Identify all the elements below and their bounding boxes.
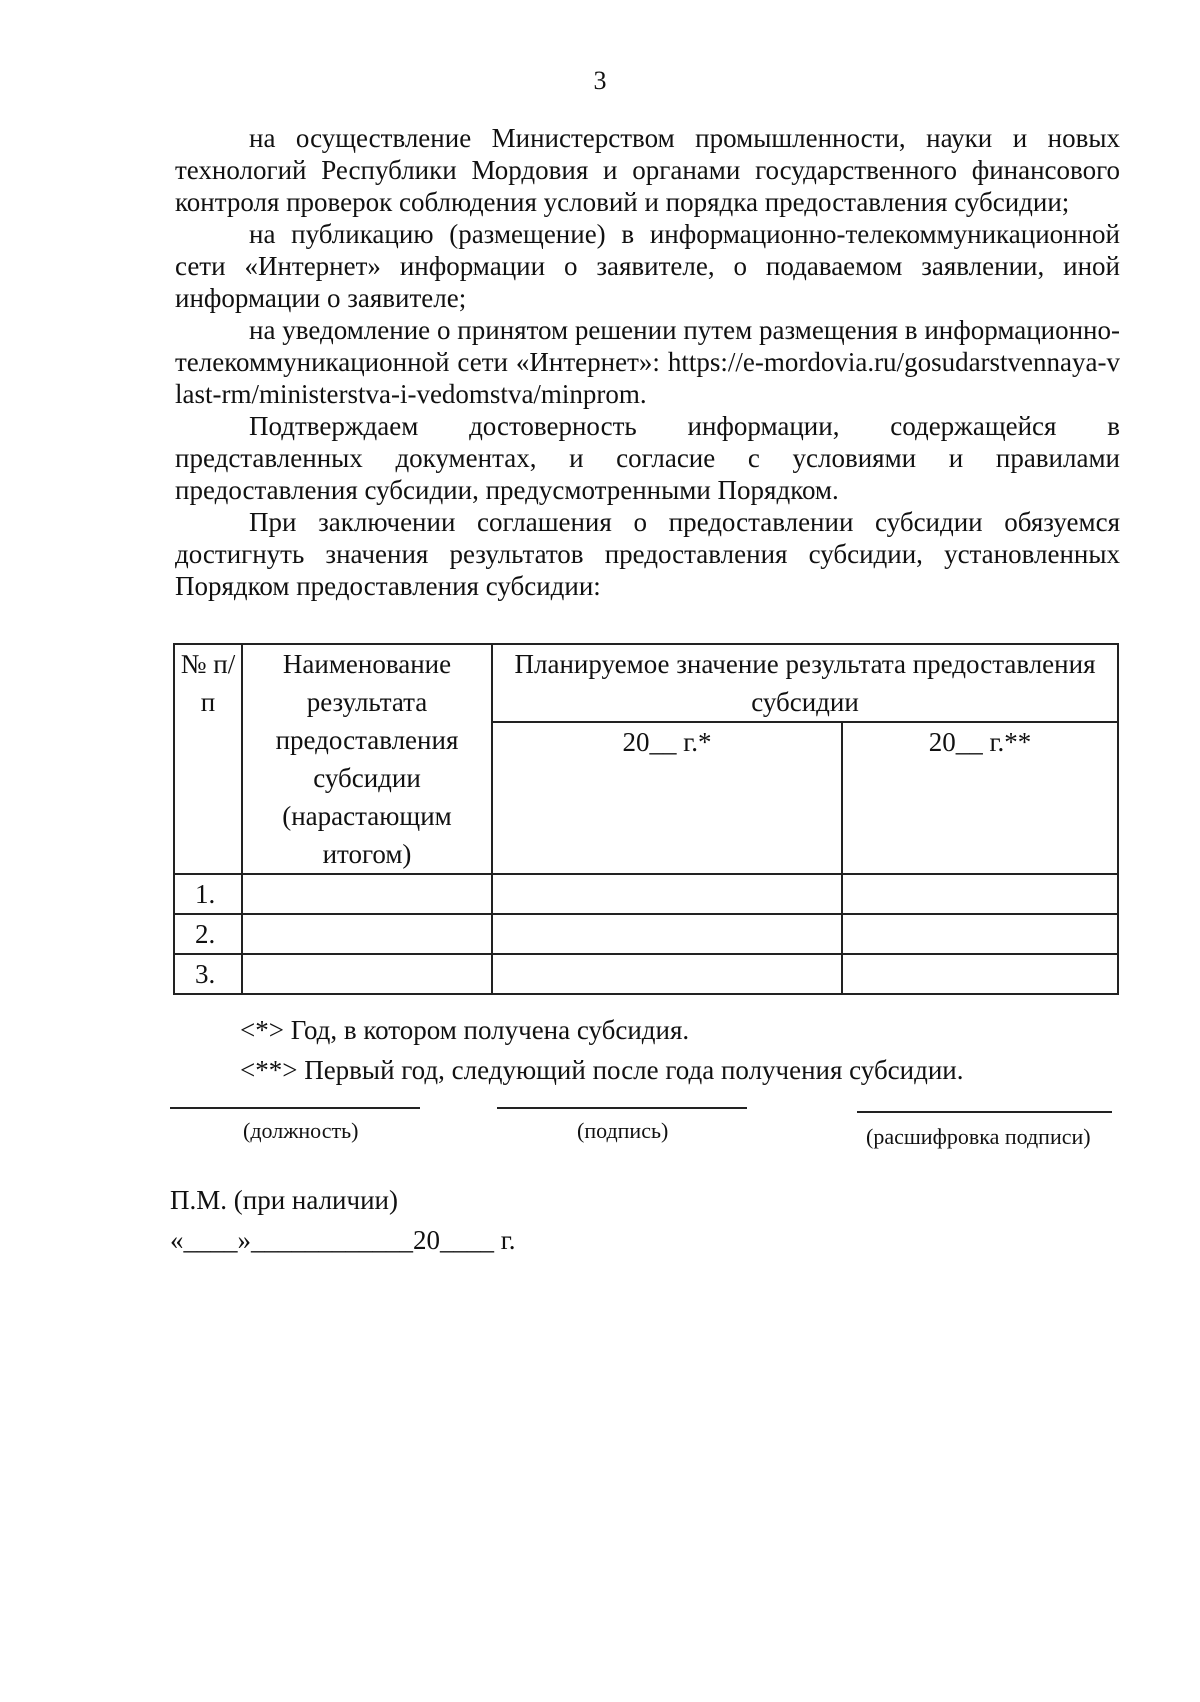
position-label: (должность) bbox=[243, 1118, 359, 1143]
table-row bbox=[174, 954, 1118, 994]
footnote-1: <*> Год, в котором получена субсидия. bbox=[240, 1015, 690, 1045]
row-number: 1. bbox=[174, 874, 242, 914]
decoding-line bbox=[857, 1111, 1112, 1113]
decoding-label: (расшифровка подписи) bbox=[866, 1124, 1091, 1149]
row-cell-year-2 bbox=[842, 874, 1118, 914]
row-cell-year-1 bbox=[492, 914, 842, 954]
date-line: «____»____________20____ г. bbox=[170, 1225, 516, 1255]
row-cell-year-2 bbox=[842, 954, 1118, 994]
row-cell-name bbox=[242, 874, 492, 914]
row-cell-name bbox=[242, 914, 492, 954]
row-cell-year-2 bbox=[842, 914, 1118, 954]
paragraph-confirmation: Подтверждаем достоверность информации, содержащейся в представленных документах, и согласие с условиями и правилами предоставления субсидии, предусмотренными Порядком. bbox=[175, 411, 1120, 505]
row-number: 2. bbox=[174, 914, 242, 954]
footnotes bbox=[240, 1010, 964, 1090]
row-cell-name bbox=[242, 954, 492, 994]
stamp-block bbox=[170, 1180, 516, 1260]
table-row bbox=[174, 874, 1118, 914]
header-number: № п/п bbox=[174, 644, 242, 874]
signature-label: (подпись) bbox=[577, 1118, 669, 1143]
paragraph-obligation: При заключении соглашения о предоставлении субсидии обязуемся достигнуть значения результатов предоставления субсидии, установленных Порядком предоставления субсидии: bbox=[175, 507, 1120, 601]
signature-line bbox=[497, 1107, 747, 1109]
results-table bbox=[173, 643, 1119, 995]
row-cell-year-1 bbox=[492, 874, 842, 914]
paragraph-consent-notification: на уведомление о принятом решении путем размещения в информационно-телекоммуникационной сети «Интернет»: https://e-mordovia.ru/gosudarstvennaya-vlast-rm/ministerstva-i-vedomstva/minprom. bbox=[175, 315, 1120, 409]
row-number: 3. bbox=[174, 954, 242, 994]
footnote-2: <**> Первый год, следующий после года получения субсидии. bbox=[240, 1055, 964, 1085]
stamp-label: П.М. (при наличии) bbox=[170, 1185, 398, 1215]
header-planned-value: Планируемое значение результата предоставления субсидии bbox=[492, 644, 1118, 722]
table-row bbox=[174, 914, 1118, 954]
row-cell-year-1 bbox=[492, 954, 842, 994]
paragraph-consent-inspection: на осуществление Министерством промышленности, науки и новых технологий Республики Мордовия и органами государственного финансового контроля проверок соблюдения условий и порядка предоставления субсидии; bbox=[175, 123, 1120, 217]
body-text bbox=[175, 122, 1120, 602]
header-year-1: 20__ г.* bbox=[492, 722, 842, 874]
header-result-name: Наименование результата предоставления субсидии (нарастающим итогом) bbox=[242, 644, 492, 874]
page-number: 3 bbox=[593, 66, 607, 95]
paragraph-consent-publication: на публикацию (размещение) в информационно-телекоммуникационной сети «Интернет» информации о заявителе, о подаваемом заявлении, иной информации о заявителе; bbox=[175, 219, 1120, 313]
header-year-2: 20__ г.** bbox=[842, 722, 1118, 874]
position-line bbox=[170, 1107, 420, 1109]
